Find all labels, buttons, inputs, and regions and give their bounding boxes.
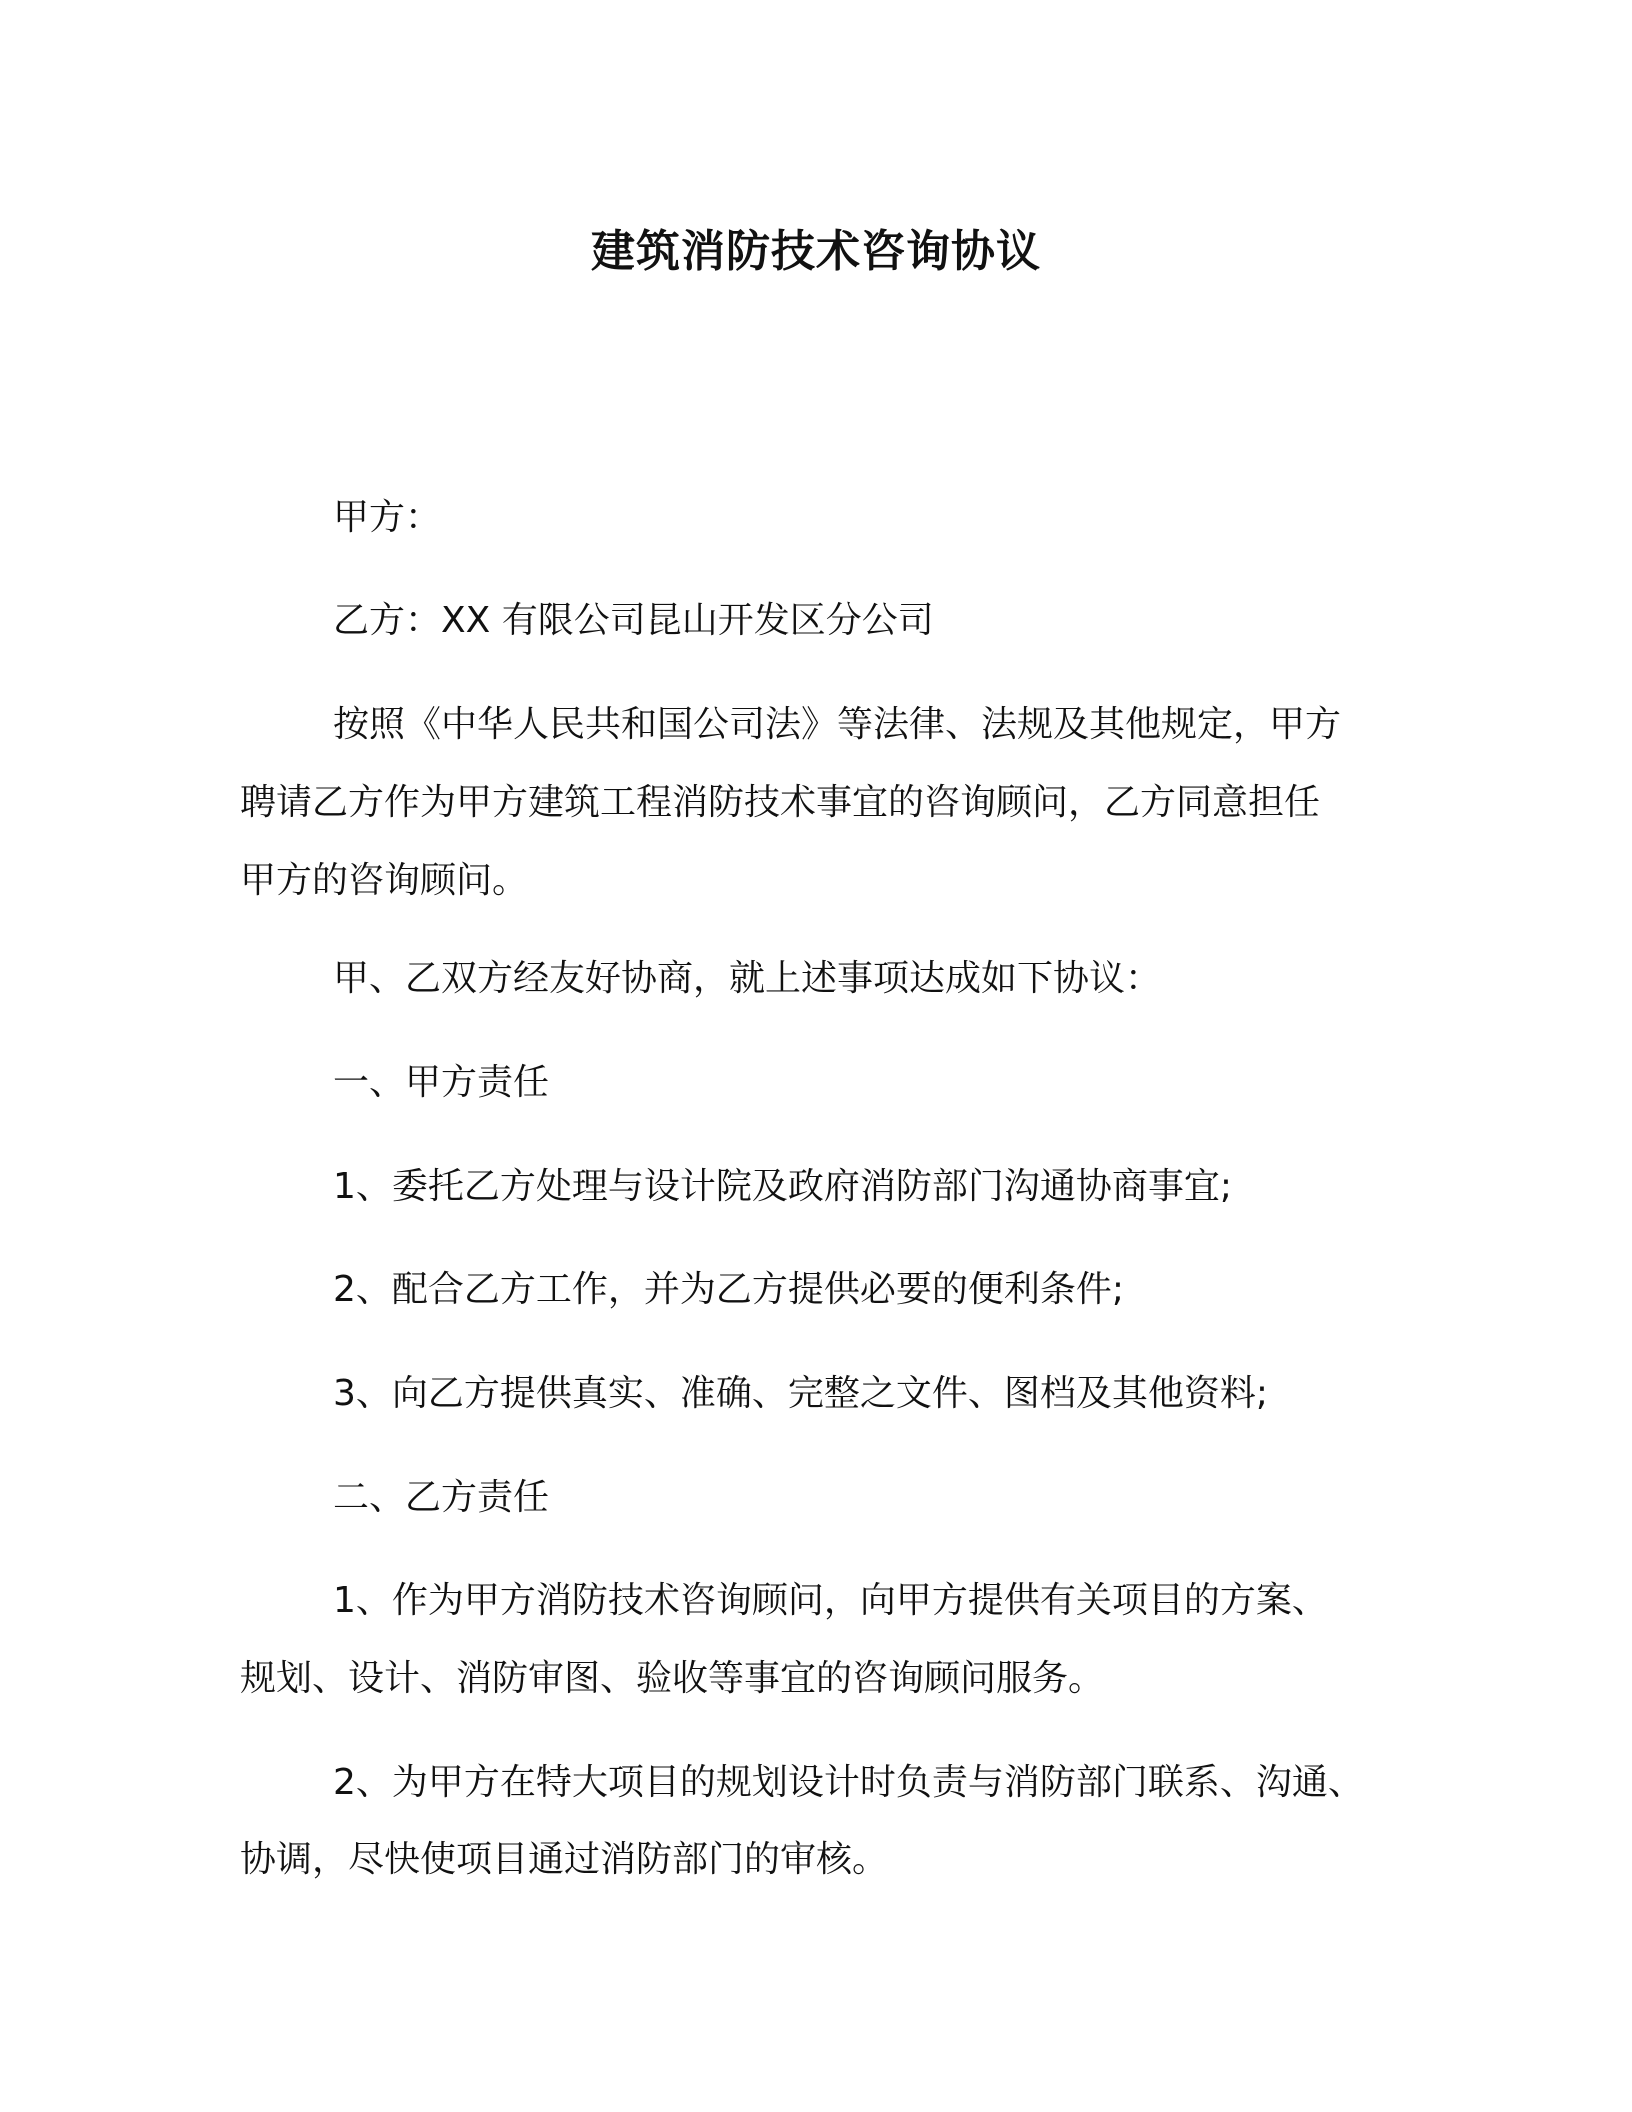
document-title: 建筑消防技术咨询协议: [591, 226, 1041, 277]
section-1-item-1: 1、委托乙方处理与设计院及政府消防部门沟通协商事宜;: [333, 1166, 1233, 1207]
section-1-item-3: 3、向乙方提供真实、准确、完整之文件、图档及其他资料;: [333, 1373, 1269, 1414]
section-1-item-2: 2、配合乙方工作，并为乙方提供必要的便利条件;: [333, 1269, 1125, 1310]
agreement-line: 甲、乙双方经友好协商，就上述事项达成如下协议：: [333, 958, 1162, 999]
section-2-item-2-line-1: 2、为甲方在特大项目的规划设计时负责与消防部门联系、沟通、: [333, 1762, 1364, 1803]
intro-line-2: 聘请乙方作为甲方建筑工程消防技术事宜的咨询顾问，乙方同意担任: [240, 782, 1321, 823]
section-2-item-1-line-1: 1、作为甲方消防技术咨询顾问，向甲方提供有关项目的方案、: [333, 1580, 1328, 1621]
section-2-item-1-line-2: 规划、设计、消防审图、验收等事宜的咨询顾问服务。: [240, 1658, 1105, 1699]
party-a-line: 甲方：: [333, 497, 442, 538]
party-b-line: 乙方：XX 有限公司昆山开发区分公司: [333, 600, 934, 641]
section-2-heading: 二、乙方责任: [333, 1477, 550, 1518]
intro-line-3: 甲方的咨询顾问。: [240, 860, 529, 901]
section-1-heading: 一、甲方责任: [333, 1062, 550, 1103]
intro-line-1: 按照《中华人民共和国公司法》等法律、法规及其他规定，甲方: [333, 704, 1342, 745]
section-2-item-2-line-2: 协调，尽快使项目通过消防部门的审核。: [240, 1839, 889, 1880]
